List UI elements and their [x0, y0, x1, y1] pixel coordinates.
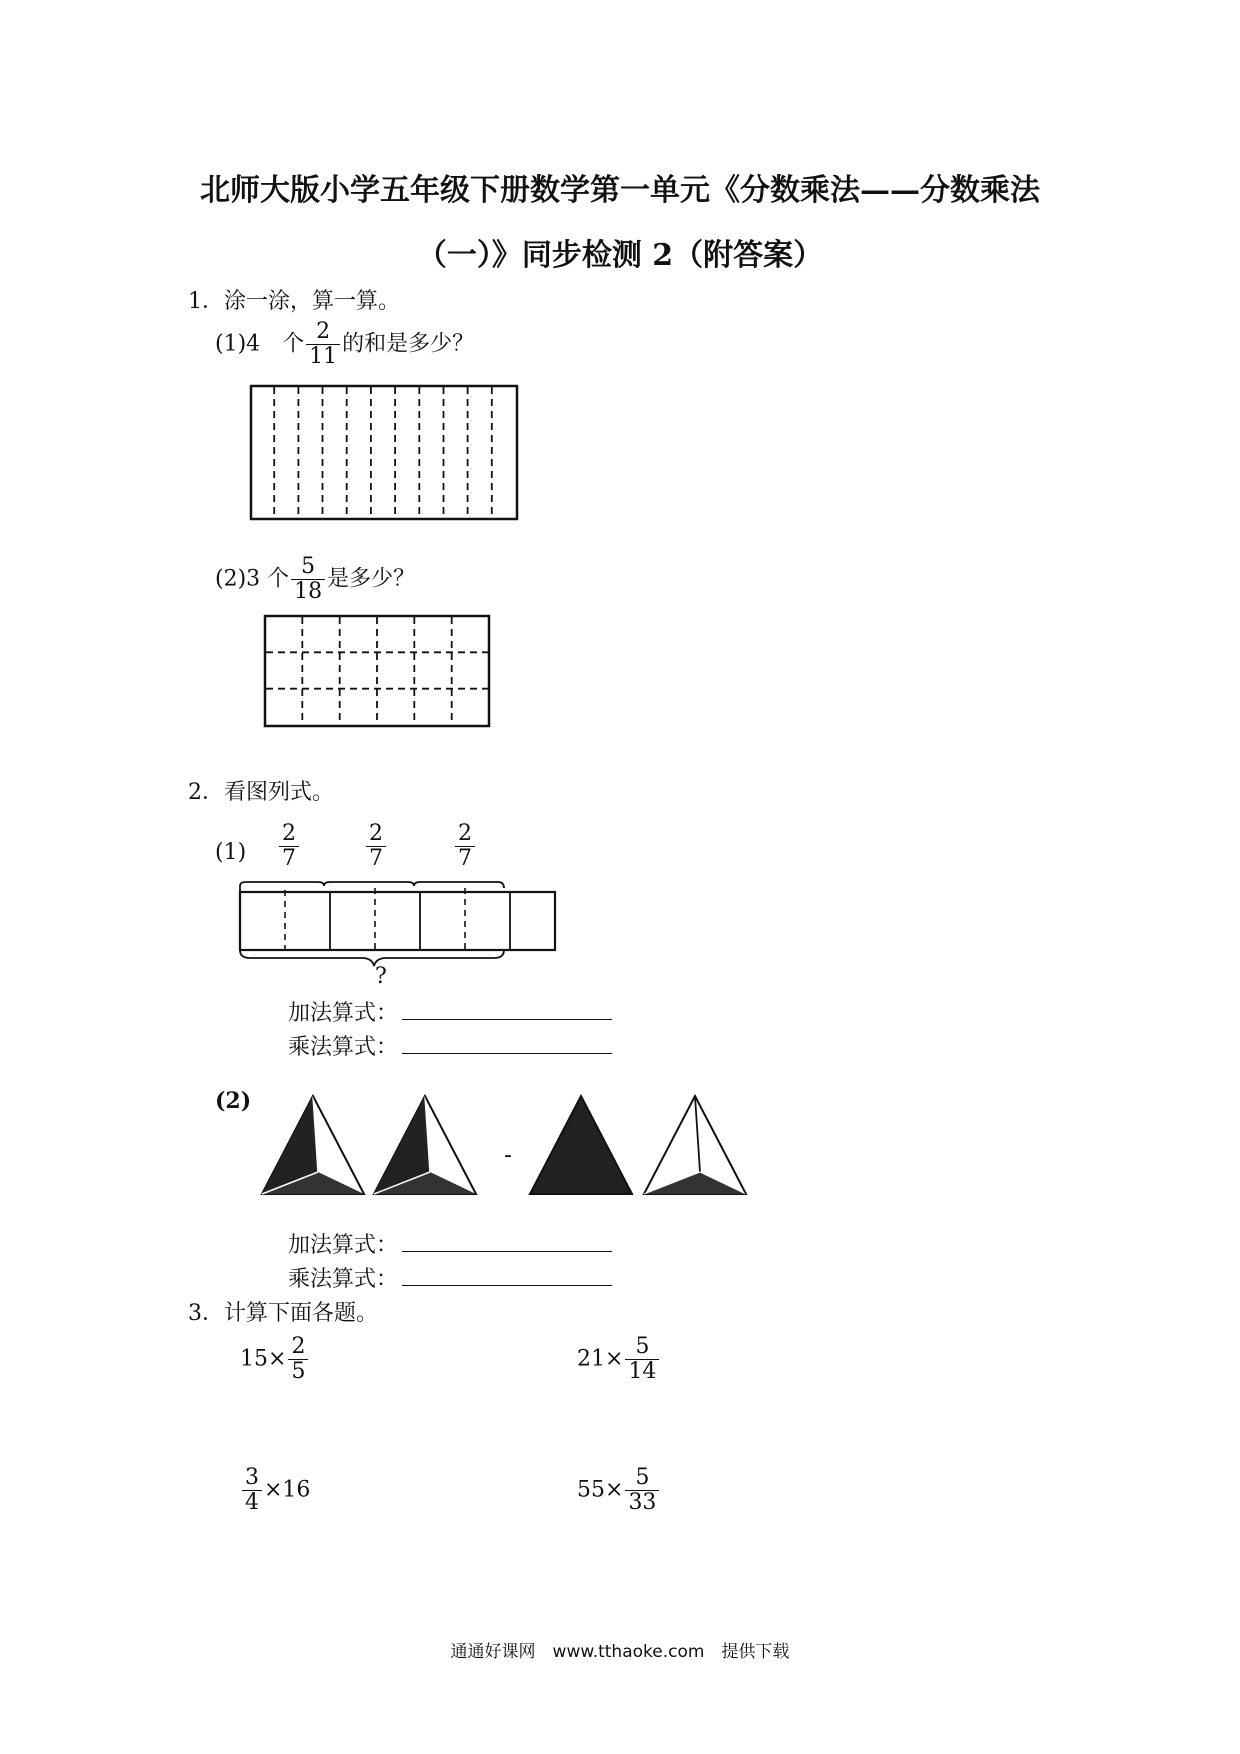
expression-left: 21×	[577, 1346, 624, 1372]
q2-fraction-1	[277, 822, 301, 871]
q3-item-1	[240, 1335, 310, 1384]
footer-source: 通通好课网 www.tthaoke.com 提供下载	[450, 1642, 790, 1662]
expression-left: 55×	[577, 1477, 624, 1503]
denominator: 33	[625, 1490, 659, 1515]
q2-fraction-2	[364, 822, 388, 871]
denominator: 14	[625, 1359, 659, 1384]
q1-part2-prefix: (2)3 个	[215, 566, 290, 592]
q1-heading: 1．涂一涂，算一算。	[188, 289, 400, 314]
q3-item-2	[577, 1335, 661, 1384]
numerator: 5	[635, 1334, 650, 1359]
q3-heading: 3．计算下面各题。	[188, 1301, 378, 1326]
numerator: 2	[291, 1334, 306, 1359]
q1-part2-prompt	[215, 555, 415, 604]
numerator: 2	[458, 821, 472, 846]
fraction	[291, 555, 325, 604]
q2-part2-add-row	[288, 1228, 612, 1259]
q1-part1-prefix: (1)4 个	[215, 331, 305, 357]
q2-part1-label: (1)	[215, 840, 247, 865]
q1-part2-suffix: 是多少？	[327, 566, 416, 592]
q2-question-mark: ?	[375, 964, 387, 989]
denominator: 7	[279, 846, 299, 871]
triangle-1	[262, 1096, 364, 1194]
q1-part1-prompt	[215, 320, 474, 369]
add-label: 加法算式：	[288, 1001, 399, 1026]
triangle-4	[644, 1096, 746, 1194]
minus-sign: -	[504, 1143, 512, 1168]
q2-part2-mul-row	[288, 1262, 612, 1293]
expression-left: 15×	[240, 1346, 287, 1372]
q2-fraction-3	[453, 822, 477, 871]
q3-item-3	[240, 1466, 310, 1515]
denominator: 7	[366, 846, 386, 871]
numerator: 2	[316, 319, 331, 344]
triangle-2	[374, 1096, 476, 1194]
numerator: 5	[301, 554, 316, 579]
denominator: 4	[242, 1490, 262, 1515]
numerator: 3	[245, 1465, 259, 1490]
denominator: 11	[306, 344, 340, 369]
fraction	[242, 1466, 262, 1515]
q2-part1-mul-row	[288, 1030, 612, 1061]
q2-strip-diagram	[236, 880, 566, 970]
answer-blank[interactable]	[402, 999, 612, 1020]
fraction	[625, 1466, 659, 1515]
numerator: 2	[369, 821, 383, 846]
denominator: 18	[291, 579, 325, 604]
triangle-3	[530, 1096, 632, 1194]
add-label: 加法算式：	[288, 1233, 399, 1258]
answer-blank[interactable]	[402, 1265, 612, 1286]
denominator: 7	[455, 846, 475, 871]
fraction	[288, 1335, 308, 1384]
page-title-line2: （一）》同步检测 2（附答案）	[416, 238, 824, 273]
q2-triangles	[258, 1092, 758, 1202]
q2-heading: 2．看图列式。	[188, 780, 334, 805]
mul-label: 乘法算式：	[288, 1035, 399, 1060]
page-title-line1: 北师大版小学五年级下册数学第一单元《分数乘法——分数乘法	[200, 173, 1040, 208]
fraction	[625, 1335, 659, 1384]
q1-grid-18-parts[interactable]	[264, 615, 490, 727]
q3-item-4	[577, 1466, 661, 1515]
fraction	[306, 320, 340, 369]
q2-part1-add-row	[288, 996, 612, 1027]
q1-rectangle-11-parts[interactable]	[250, 385, 518, 520]
q2-part2-label: (2)	[215, 1088, 252, 1114]
numerator: 5	[635, 1465, 650, 1490]
q1-part1-suffix: 的和是多少？	[342, 331, 475, 357]
numerator: 2	[282, 821, 296, 846]
answer-blank[interactable]	[402, 1033, 612, 1054]
mul-label: 乘法算式：	[288, 1267, 399, 1292]
expression-right: ×16	[264, 1477, 311, 1503]
answer-blank[interactable]	[402, 1231, 612, 1252]
denominator: 5	[288, 1359, 308, 1384]
